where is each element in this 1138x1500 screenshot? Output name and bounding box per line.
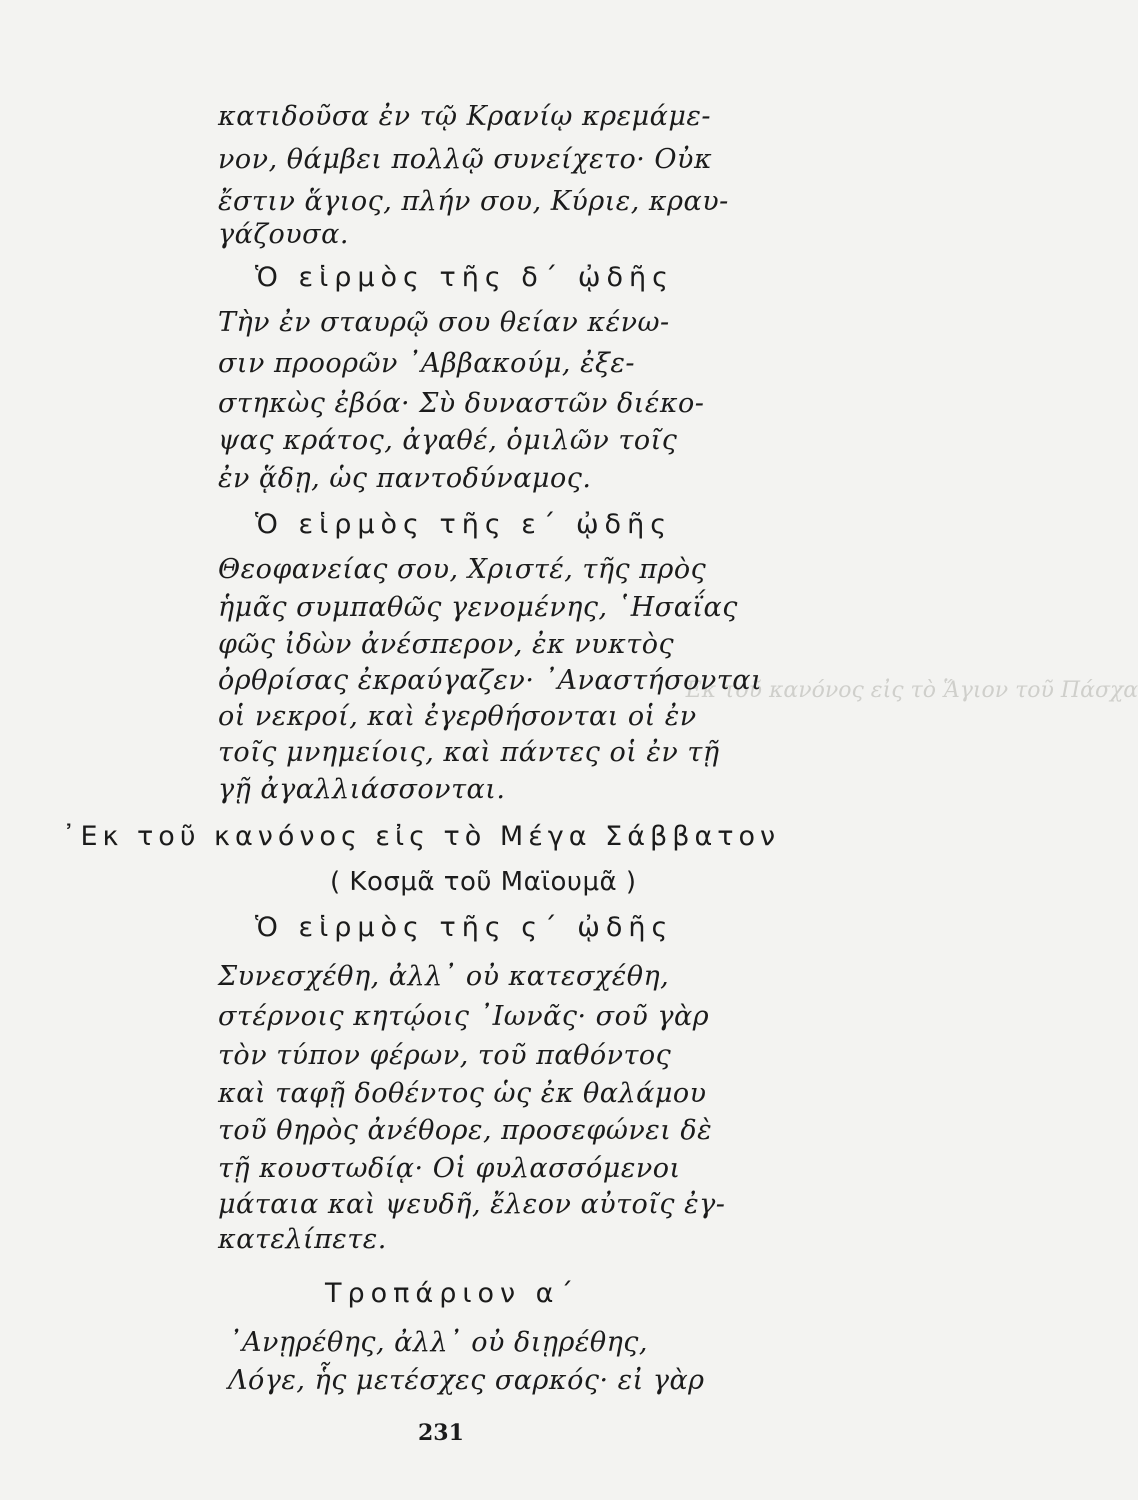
text-line: ἔστιν ἅγιος, πλήν σου, Κύριε, κραυ- (218, 186, 729, 217)
heading-irmos-4: Ὁ εἱρμὸς τῆς δ΄ ᾠδῆς (255, 262, 674, 293)
text-line: στέρνοις κητῴοις ᾿Ιωνᾶς· σοῦ γὰρ (218, 1001, 710, 1032)
page-number: 231 (418, 1420, 464, 1446)
text-line: Θεοφανείας σου, Χριστέ, τῆς πρὸς (218, 554, 707, 585)
text-line: τῇ κουστωδίᾳ· Οἱ φυλασσόμενοι (218, 1153, 681, 1184)
text-line: ἐν ᾅδῃ, ὡς παντοδύναμος. (218, 463, 592, 494)
text-line: Λόγε, ἧς μετέσχες σαρκός· εἰ γὰρ (228, 1365, 705, 1396)
text-line: γῇ ἀγαλλιάσσονται. (218, 774, 506, 805)
heading-irmos-5: Ὁ εἱρμὸς τῆς ε΄ ᾠδῆς (255, 509, 673, 540)
text-line: ψας κράτος, ἀγαθέ, ὁμιλῶν τοῖς (218, 425, 678, 456)
text-line: μάταια καὶ ψευδῆ, ἔλεον αὐτοῖς ἐγ- (218, 1189, 726, 1220)
text-line: τοῦ θηρὸς ἀνέθορε, προσεφώνει δὲ (218, 1115, 713, 1146)
text-line: ἡμᾶς συμπαθῶς γενομένης, ῾Ησαΐας (218, 592, 738, 623)
canon-title: ᾿Εκ τοῦ κανόνος εἰς τὸ Μέγα Σάββατον (62, 821, 781, 852)
text-line: ᾿Ανῃρέθης, ἀλλ᾿ οὐ διῃρέθης, (228, 1327, 648, 1358)
heading-irmos-6: Ὁ εἱρμὸς τῆς ς΄ ᾠδῆς (255, 912, 674, 943)
heading-troparion: Τροπάριον α΄ (325, 1278, 579, 1309)
canon-author: ( Κοσμᾶ τοῦ Μαϊουμᾶ ) (330, 867, 637, 897)
text-line: οἱ νεκροί, καὶ ἐγερθήσονται οἱ ἐν (218, 701, 697, 732)
text-line: κατιδοῦσα ἐν τῷ Κρανίῳ κρεμάμε- (218, 101, 712, 132)
text-line: φῶς ἰδὼν ἀνέσπερον, ἐκ νυκτὸς (218, 629, 675, 660)
text-line: σιν προορῶν ᾿Αββακούμ, ἐξε- (218, 348, 636, 379)
text-line: στηκὼς ἐβόα· Σὺ δυναστῶν διέκο- (218, 388, 705, 419)
text-line: Τὴν ἐν σταυρῷ σου θείαν κένω- (218, 307, 670, 338)
text-line: τοῖς μνημείοις, καὶ πάντες οἱ ἐν τῇ (218, 737, 720, 768)
text-line: γάζουσα. (218, 219, 349, 250)
text-line: νον, θάμβει πολλῷ συνείχετο· Οὐκ (218, 144, 713, 175)
text-line: τὸν τύπον φέρων, τοῦ παθόντος (218, 1040, 672, 1071)
bleed-through-heading: Ἐκ τοῦ κανόνος εἰς τὸ Ἅγιον τοῦ Πάσχα (683, 678, 1138, 703)
text-line: κατελίπετε. (218, 1224, 387, 1255)
text-line: καὶ ταφῇ δοθέντος ὡς ἐκ θαλάμου (218, 1078, 707, 1109)
text-line: Συνεσχέθη, ἀλλ᾿ οὐ κατεσχέθη, (218, 961, 670, 992)
text-line: ὀρθρίσας ἐκραύγαζεν· ᾿Αναστήσονται (218, 665, 763, 696)
